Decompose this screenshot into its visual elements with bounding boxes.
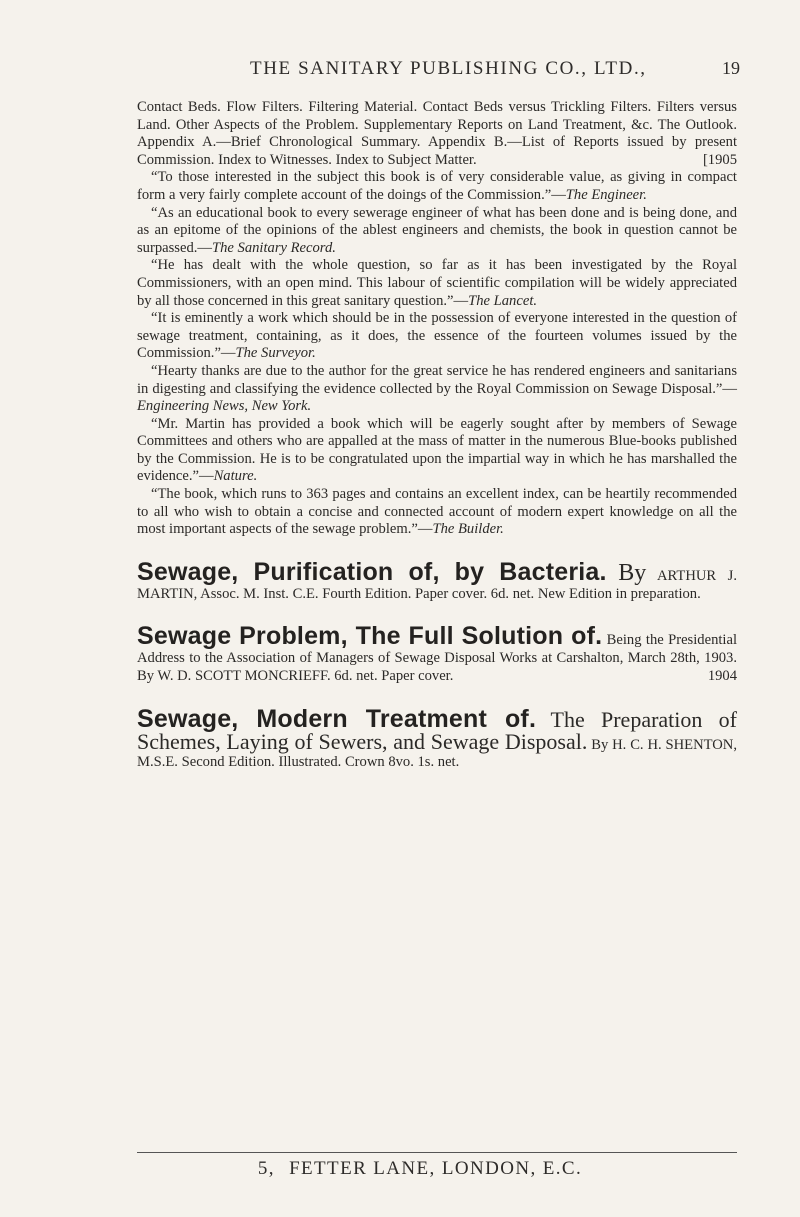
review-text: “Mr. Martin has provided a book which will be eagerly sought after by members of Sewage Committees and others who are appalled at the mass of matter in the numerous Blue-books published by the Commission. He is to be congratulated upon the impartial way in which he has marshalled the evidence.”— (137, 415, 737, 485)
book-entry (137, 705, 737, 772)
footer-street: FETTER LANE, LONDON, E.C. (289, 1158, 583, 1179)
entry-subtitle: The Preparation of Schemes, Laying of Sewers, and Sewage Disposal. (137, 706, 737, 754)
review-source: Engineering News, New York. (137, 398, 312, 415)
review-quote (137, 205, 737, 258)
footer-rule (137, 1152, 737, 1153)
entry-description: ARTHUR J. MARTIN, Assoc. M. Inst. C.E. Fourth Edition. Paper cover. 6d. net. New Edition in preparation. (137, 567, 738, 602)
footer-number: 5, (257, 1158, 275, 1179)
review-text: “He has dealt with the whole question, so far as it has been investigated by the Royal Commissioners, with an open mind. This labour of scientific compilation will be widely appreciated by all those concerned in this great sanitary question.”— (137, 257, 737, 309)
entry-title: Sewage, Purification of, by Bacteria. (137, 557, 607, 586)
publisher-title: THE SANITARY PUBLISHING CO., LTD., (250, 58, 647, 79)
review-source: The Lancet. (468, 292, 538, 309)
entry-description: By H. C. H. SHENTON, M.S.E. Second Edition. Illustrated. Crown 8vo. 1s. net. (137, 736, 737, 771)
running-head (100, 58, 740, 88)
entry-description: Being the Presidential Address to the Association of Managers of Sewage Disposal Works at Carshalton, March 28th, 1903. By W. D. SCOTT MONCRIEFF. 6d. net. Paper cover. (137, 632, 738, 685)
review-source: The Builder. (432, 521, 504, 538)
footer-address (0, 1158, 800, 1180)
entry-title: Sewage, Modern Treatment of. (137, 704, 537, 733)
review-text: “The book, which runs to 363 pages and contains an excellent index, can be heartily recommended to all who wish to obtain a concise and connected account of modern expert knowledge on all the most important aspects of the sewage problem.”— (137, 486, 737, 538)
entry-by: By (618, 559, 647, 586)
review-quote (137, 486, 737, 539)
entry-paragraph (137, 705, 737, 772)
review-text: “It is eminently a work which should be in the possession of everyone interested in the question of sewage treatment, containing, as it does, the essence of the fourteen volumes issued by the Commission.”— (137, 310, 737, 362)
contents-year: [1905 (702, 151, 737, 168)
contents-paragraph (137, 99, 737, 169)
contents-text: Contact Beds. Flow Filters. Filtering Material. Contact Beds versus Trickling Filters. Filters versus Land. Other Aspects of the Problem. Supplementary Reports on Land Treatment, &c. The Outlook. Appendix A.—Brief Chronological Summary. Appendix B.—List of Reports issued by present Commission. Index to Witnesses. Index to Subject Matter. (137, 99, 737, 168)
entry-title: Sewage Problem, The Full Solution of. (137, 622, 603, 651)
review-text: “As an educational book to every sewerage engineer of what has been done and is being done, and as an epitome of the opinions of the ablest engineers and chemists, the book in question cannot be surpassed.— (137, 204, 737, 256)
review-source: Nature. (213, 468, 258, 485)
entry-paragraph (137, 558, 737, 604)
review-quote (137, 169, 737, 204)
entry-paragraph (137, 622, 737, 685)
review-quote (137, 310, 737, 363)
body-text (137, 99, 737, 772)
review-source: The Engineer. (565, 186, 647, 203)
review-source: The Surveyor. (235, 345, 316, 362)
review-text: “Hearty thanks are due to the author for the great service he has rendered engineers and sanitarians in digesting and classifying the evidence collected by the Royal Commission on Sewage Disposal.”— (137, 362, 737, 397)
book-entry (137, 622, 737, 685)
review-quote (137, 416, 737, 486)
page-number: 19 (722, 58, 740, 78)
review-text: “To those interested in the subject this book is of very considerable value, as giving in compact form a very fairly complete account of the doings of the Commission.”— (137, 169, 737, 203)
book-entry (137, 558, 737, 604)
review-quote (137, 363, 737, 416)
review-quote (137, 257, 737, 310)
review-source: The Sanitary Record. (212, 239, 336, 256)
entry-year: 1904 (707, 668, 737, 685)
